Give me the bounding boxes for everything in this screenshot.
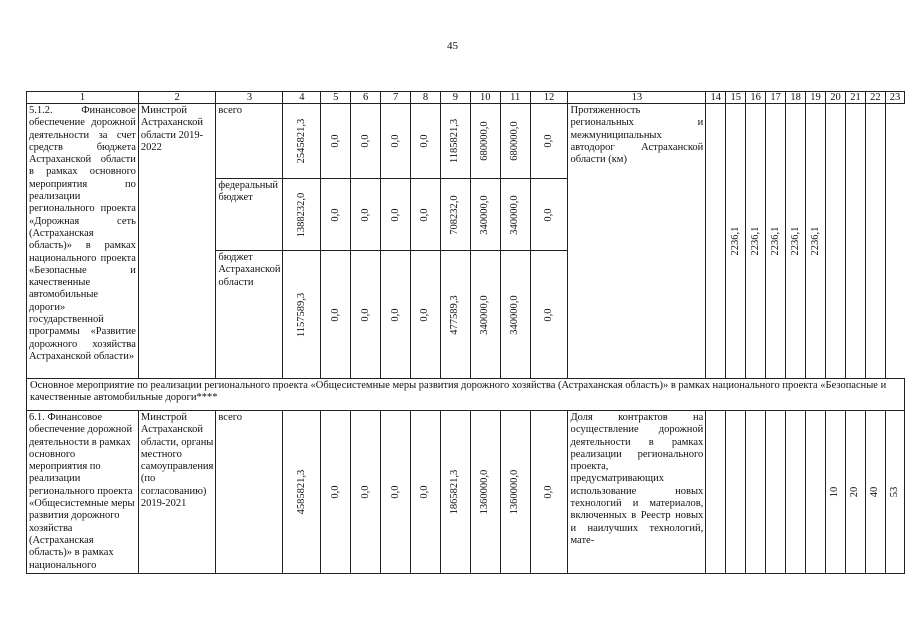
value-cell: 0,0: [411, 179, 441, 251]
col-header: 12: [530, 92, 568, 104]
col-header: 6: [351, 92, 381, 104]
value-cell: 340000,0: [500, 179, 530, 251]
value-cell: 0,0: [321, 104, 351, 179]
value-cell: 340000,0: [470, 251, 500, 379]
value-cell: 0,0: [381, 179, 411, 251]
indicator-value-cell: 2236,1: [786, 104, 806, 379]
value-cell: 340000,0: [470, 179, 500, 251]
value-cell: 1865821,3: [440, 411, 470, 574]
value-cell: 680000,0: [500, 104, 530, 179]
indicator-value-cell: 2236,1: [746, 104, 766, 379]
empty-cell: [806, 411, 826, 574]
value-cell: 1360000,0: [470, 411, 500, 574]
value-cell: 0,0: [530, 179, 568, 251]
value-cell: 0,0: [411, 251, 441, 379]
col-header: 2: [138, 92, 216, 104]
table-row: [27, 379, 905, 411]
activity-cell: 6.1. Финансовое обеспечение дорожной деятельности в рамках основного мероприятия по реализации регионального проекта «Общесистемные меры развития дорожного хозяйства (Астраханская область)» в рамках национального: [27, 411, 139, 574]
col-header: 18: [786, 92, 806, 104]
indicator-value-cell: 2236,1: [766, 104, 786, 379]
indicator-cell: Протяженность региональных и межмуниципальных автодорог Астраханской области (км): [568, 104, 706, 379]
value-cell: 0,0: [530, 104, 568, 179]
value-cell: 0,0: [411, 411, 441, 574]
value-cell: 680000,0: [470, 104, 500, 179]
col-header: 1: [27, 92, 139, 104]
indicator-value-cell: 20: [845, 411, 865, 574]
value-cell: 4585821,3: [283, 411, 321, 574]
col-header: 23: [885, 92, 904, 104]
indicator-cell: Доля контрактов на осуществление дорожной деятельности в рамках реализации регионального проекта, предусматривающих использование новых технологий и материалов, включенных в Реестр новых и наилучших технологий, мате-: [568, 411, 706, 574]
value-cell: 0,0: [321, 179, 351, 251]
empty-cell: [786, 411, 806, 574]
source-cell: федеральный бюджет: [216, 179, 283, 251]
value-cell: 0,0: [381, 411, 411, 574]
empty-cell: [766, 411, 786, 574]
main-event-cell: Основное мероприятие по реализации регионального проекта «Общесистемные меры развития дорожного хозяйства (Астраханская область)» в рамках национального проекта «Безопасные и качественные автомобильные дороги****: [27, 379, 905, 411]
col-header: 21: [845, 92, 865, 104]
empty-cell: [706, 411, 726, 574]
source-cell: всего: [216, 104, 283, 179]
empty-cell: [826, 104, 846, 379]
value-cell: 0,0: [351, 251, 381, 379]
col-header: 15: [726, 92, 746, 104]
activity-cell: 5.1.2. Финансовое обеспечение дорожной деятельности за счет средств бюджета Астраханской области в рамках основного мероприятия по реализации регионального проекта «Дорожная сеть (Астраханская область)» в рамках национального проекта «Безопасные и качественные автомобильные дороги» государственной программы «Развитие дорожного хозяйства Астраханской области»: [27, 104, 139, 379]
value-cell: 0,0: [321, 251, 351, 379]
value-cell: 1157589,3: [283, 251, 321, 379]
value-cell: 1360000,0: [500, 411, 530, 574]
program-table: [26, 91, 905, 574]
empty-cell: [746, 411, 766, 574]
value-cell: 0,0: [411, 104, 441, 179]
table-row: [27, 411, 905, 574]
value-cell: 0,0: [381, 104, 411, 179]
col-header: 10: [470, 92, 500, 104]
executor-cell: Минстрой Астраханской области, органы местного самоуправления (по согласованию) 2019-2021: [138, 411, 216, 574]
col-header: 5: [321, 92, 351, 104]
source-cell: бюджет Астраханской области: [216, 251, 283, 379]
value-cell: 340000,0: [500, 251, 530, 379]
value-cell: 0,0: [351, 179, 381, 251]
value-cell: 0,0: [530, 411, 568, 574]
value-cell: 0,0: [351, 411, 381, 574]
empty-cell: [845, 104, 865, 379]
col-header: 11: [500, 92, 530, 104]
value-cell: 2545821,3: [283, 104, 321, 179]
empty-cell: [706, 104, 726, 379]
col-header: 9: [440, 92, 470, 104]
value-cell: 0,0: [381, 251, 411, 379]
value-cell: 0,0: [530, 251, 568, 379]
header-row: [27, 92, 905, 104]
col-header: 14: [706, 92, 726, 104]
col-header: 20: [826, 92, 846, 104]
indicator-value-cell: 53: [885, 411, 904, 574]
col-header: 4: [283, 92, 321, 104]
col-header: 17: [766, 92, 786, 104]
page-number: 45: [447, 40, 458, 52]
empty-cell: [726, 411, 746, 574]
col-header: 3: [216, 92, 283, 104]
value-cell: 0,0: [321, 411, 351, 574]
col-header: 19: [806, 92, 826, 104]
col-header: 22: [865, 92, 885, 104]
indicator-value-cell: 40: [865, 411, 885, 574]
executor-cell: Минстрой Астраханской области 2019-2022: [138, 104, 216, 379]
col-header: 16: [746, 92, 766, 104]
value-cell: 1185821,3: [440, 104, 470, 179]
value-cell: 0,0: [351, 104, 381, 179]
table-row: [27, 104, 905, 179]
col-header: 7: [381, 92, 411, 104]
col-header: 13: [568, 92, 706, 104]
value-cell: 477589,3: [440, 251, 470, 379]
empty-cell: [865, 104, 885, 379]
value-cell: 1388232,0: [283, 179, 321, 251]
indicator-value-cell: 10: [826, 411, 846, 574]
source-cell: всего: [216, 411, 283, 574]
col-header: 8: [411, 92, 441, 104]
indicator-value-cell: 2236,1: [726, 104, 746, 379]
value-cell: 708232,0: [440, 179, 470, 251]
indicator-value-cell: 2236,1: [806, 104, 826, 379]
